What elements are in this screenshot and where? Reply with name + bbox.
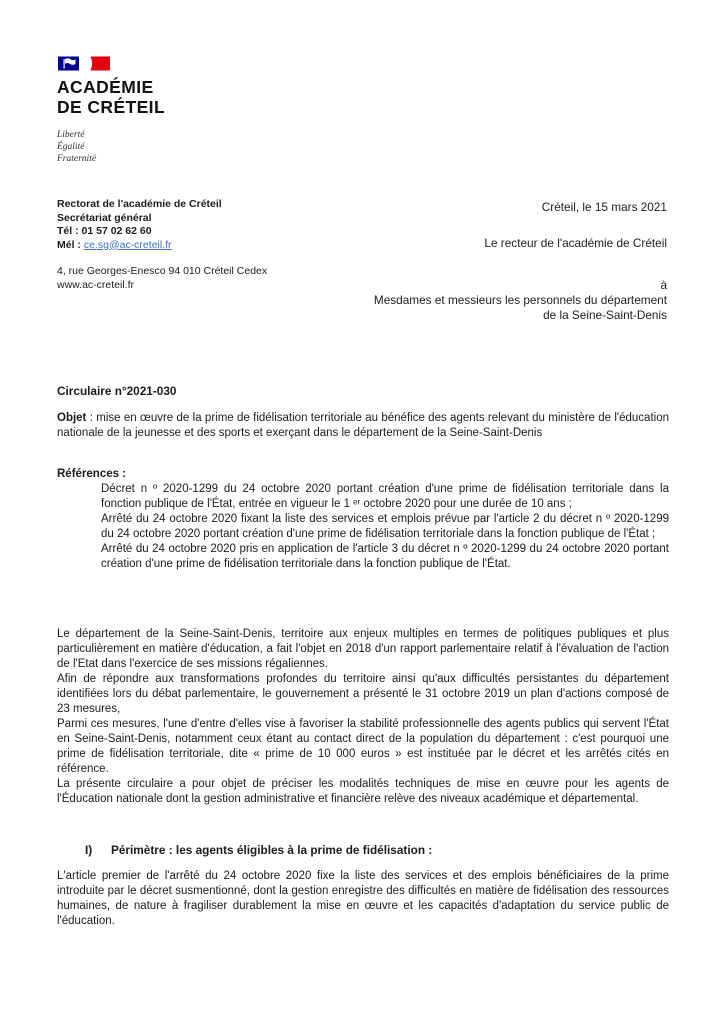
motto-egalite: Égalité (57, 142, 85, 152)
sender-email-link[interactable]: ce.sg@ac-creteil.fr (83, 238, 172, 251)
circulaire-number: Circulaire n°2021-030 (57, 384, 177, 398)
sender-block (57, 198, 267, 292)
body-paragraph: La présente circulaire a pour objet de préciser les modalités techniques de mise en œuvre pour les agents de l'Éducation nationale dont la gestion administrative et financière relève des niveaux académique et départemental. (57, 778, 669, 805)
date-line: Créteil, le 15 mars 2021 (541, 200, 667, 214)
to-line1: Mesdames et messieurs les personnels du département (373, 293, 667, 307)
references-block (57, 467, 669, 572)
body-paragraph: Afin de répondre aux transformations profondes du territoire ainsi qu'aux difficultés persistantes du département identifiées lors du débat parlementaire, le gouvernement a présenté le 31 octobre 2019 un plan d'actions composé de 23 mesures, (57, 673, 669, 715)
academy-name-line2: DE CRÉTEIL (57, 97, 166, 117)
reference-item: Décret n º 2020-1299 du 24 octobre 2020 portant création d'une prime de fidélisation territoriale dans la fonction publique de l'État, entrée en vigueur le 1 ᵉʳ octobre 2020 pour une durée de 10 ans ; (101, 483, 669, 510)
sender-phone: Tél : 01 57 02 62 60 (57, 225, 152, 237)
body-paragraph: Parmi ces mesures, l'une d'entre d'elles vise à favoriser la stabilité professionnelle des agents publics qui servent l'État en Seine-Saint-Denis, notamment ceux étant au contact direct de la population du département : c'est pourquoi une prime de fidélisation territoriale, dite « prime de 10 000 euros » est instituée par le décret et les arrêtés cités en référence. (57, 718, 669, 775)
body-paragraph: Le département de la Seine-Saint-Denis, territoire aux enjeux multiples en termes de politiques publiques et plus particulièrement en matière d'éducation, a fait l'objet en 2018 d'un rapport parlementaire relatif à l'évaluation de l'action de l'Etat dans l'exercice de ses missions régaliennes. (57, 628, 669, 670)
subject-paragraph (57, 411, 669, 441)
subject-label: Objet (57, 412, 87, 424)
motto (57, 129, 165, 165)
motto-liberte: Liberté (57, 130, 85, 140)
references-label: Références : (57, 468, 127, 480)
section-heading-numeral: I) (85, 843, 93, 857)
to-line2: de la Seine-Saint-Denis (543, 308, 667, 322)
reference-item: Arrêté du 24 octobre 2020 fixant la liste des services et emplois prévue par l'article 2 du décret n º 2020-1299 du 24 octobre 2020 portant création d'une prime de fidélisation territoriale dans la fonction publique de l'État ; (101, 513, 669, 540)
recipient-block (330, 200, 667, 323)
subject-text: : mise en œuvre de la prime de fidélisation territoriale au bénéfice des agents relevant du ministère de l'éducation nationale de la jeunesse et des sports et exerçant dans le département de la Seine-Saint-Denis (57, 412, 669, 439)
sender-website: www.ac-creteil.fr (57, 278, 135, 291)
sender-org-line1: Rectorat de l'académie de Créteil (57, 198, 222, 210)
french-flag-icon (57, 55, 111, 72)
sender-email-line (57, 239, 267, 253)
section-heading-text: Périmètre : les agents éligibles à la prime de fidélisation : (111, 843, 433, 857)
sender-org-line2: Secrétariat général (57, 211, 152, 224)
academy-name-line1: ACADÉMIE (57, 77, 154, 97)
motto-fraternite: Fraternité (57, 154, 97, 164)
body-text (57, 627, 669, 807)
reference-item: Arrêté du 24 octobre 2020 pris en application de l'article 3 du décret n º 2020-1299 du 24 octobre 2020 portant création d'une prime de fidélisation territoriale dans la fonction publique de l'État. (101, 543, 669, 570)
closing-paragraph: L'article premier de l'arrêté du 24 octobre 2020 fixe la liste des services et des emplois bénéficiaires de la prime introduite par le décret susmentionné, dont la gestion enregistre des difficultés en matière de fidélisation des ressources humaines, de nature à fragiliser durablement la mise en œuvre et les capacités d'adaptation du service public de l'éducation. (57, 870, 669, 927)
to-prefix: à (660, 278, 667, 292)
sender-spacer (57, 252, 267, 265)
sender-email-label: Mél : (57, 238, 84, 251)
sender-address: 4, rue Georges-Enesco 94 010 Créteil Cedex (57, 265, 268, 277)
from-line: Le recteur de l'académie de Créteil (484, 236, 667, 250)
section-heading (85, 843, 432, 858)
letterhead (57, 55, 165, 165)
